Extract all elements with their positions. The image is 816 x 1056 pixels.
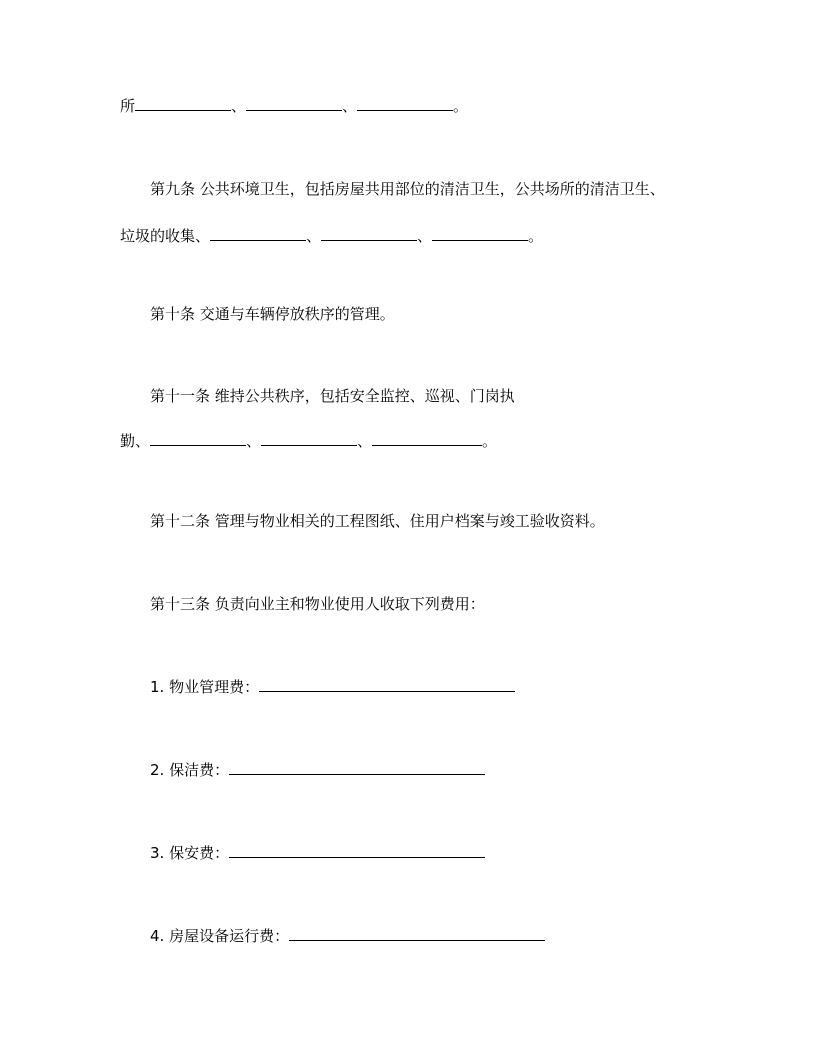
article-10-line: 第十条 交通与车辆停放秩序的管理。: [150, 305, 395, 323]
end-punct: 。: [453, 97, 469, 115]
end-punct: 。: [482, 432, 498, 450]
separator: 、: [342, 97, 358, 115]
separator: 、: [357, 432, 373, 450]
blank-field-extension: [468, 431, 482, 446]
fee-item-security: [150, 843, 485, 863]
blank-field: [357, 96, 453, 111]
article-9-line-1: 第九条 公共环境卫生，包括房屋共用部位的清洁卫生，公共场所的清洁卫生、: [150, 180, 665, 198]
fee-item-management: [150, 677, 515, 697]
article-11-continuation: [120, 431, 497, 451]
blank-field: [289, 926, 545, 941]
article-9-continuation: [120, 226, 543, 246]
blank-field: [321, 226, 417, 241]
article-13-line: 第十三条 负责向业主和物业使用人收取下列费用：: [150, 595, 485, 613]
blank-field: [261, 431, 357, 446]
blank-field: [259, 677, 515, 692]
fee-label: 4. 房屋设备运行费：: [150, 927, 290, 945]
fee-label: 3. 保安费：: [150, 844, 230, 862]
fee-label: 2. 保洁费：: [150, 761, 230, 779]
article-9-line-2: 垃圾的收集、: [120, 227, 211, 245]
article-9-text: [150, 179, 665, 199]
separator: 、: [231, 97, 247, 115]
fee-item-equipment: [150, 926, 545, 946]
blank-field: [372, 431, 468, 446]
separator: 、: [246, 432, 262, 450]
article-13-text: [150, 594, 485, 614]
blank-field: [229, 843, 485, 858]
article-11-line-2: 勤、: [120, 432, 151, 450]
blank-field: [432, 226, 528, 241]
article-11-line-1: 第十一条 维持公共秩序，包括安全监控、巡视、门岗执: [150, 387, 515, 405]
article-10-text: [150, 304, 395, 324]
fee-label: 1. 物业管理费：: [150, 678, 260, 696]
blank-field: [135, 96, 231, 111]
article-12-text: [150, 511, 605, 531]
article-11-text: [150, 386, 515, 406]
separator: 、: [306, 227, 322, 245]
article-12-line: 第十二条 管理与物业相关的工程图纸、住用户档案与竣工验收资料。: [150, 512, 605, 530]
blank-field: [229, 760, 485, 775]
line-start-text: 所: [120, 97, 136, 115]
blank-field: [210, 226, 306, 241]
blank-field: [150, 431, 246, 446]
continued-line: [120, 96, 468, 116]
blank-field: [246, 96, 342, 111]
fee-item-cleaning: [150, 760, 485, 780]
separator: 、: [417, 227, 433, 245]
end-punct: 。: [528, 227, 544, 245]
